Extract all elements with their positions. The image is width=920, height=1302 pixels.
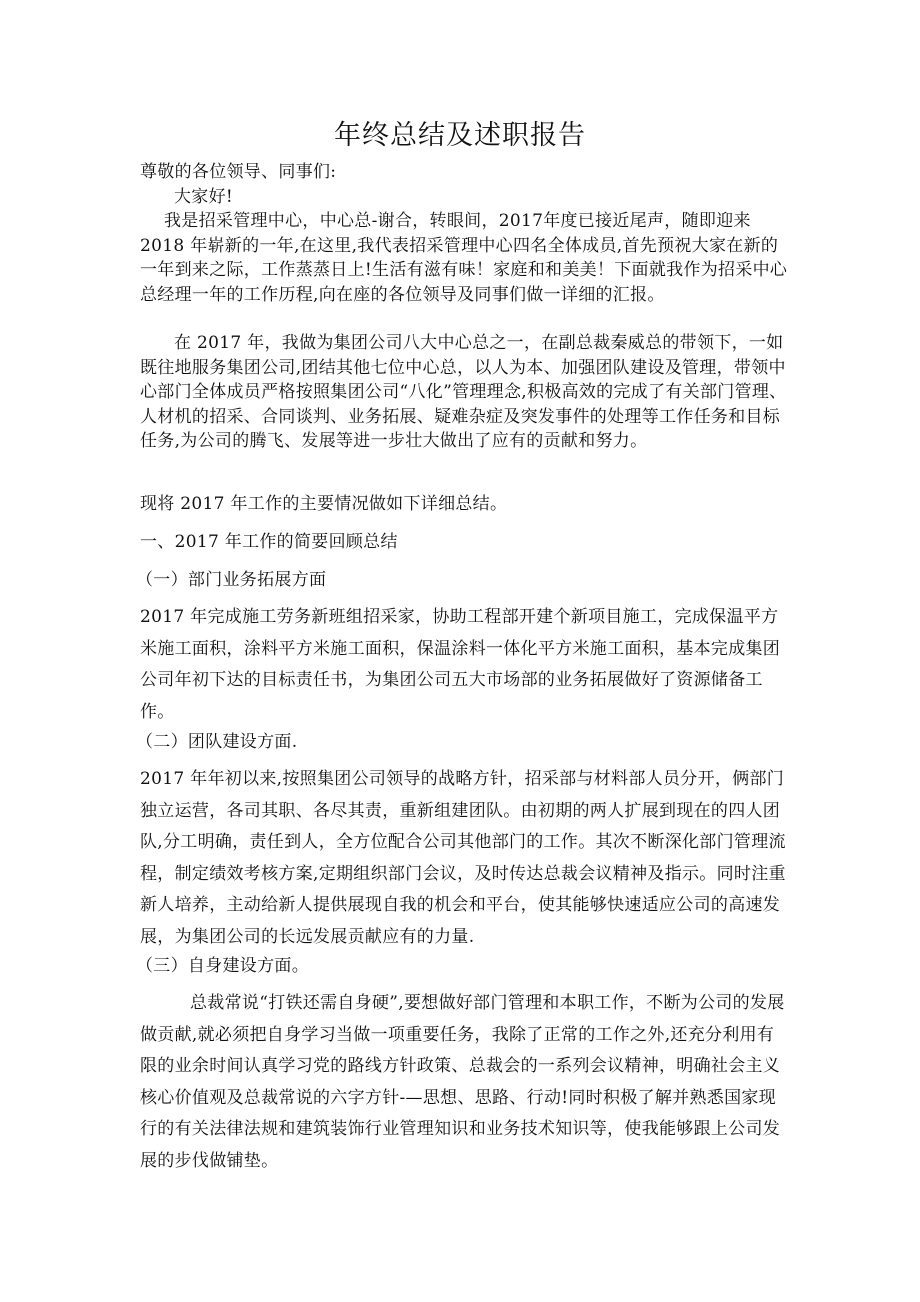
intro-paragraph-2: 在 2017 年，我做为集团公司八大中心总之一，在副总裁秦威总的带领下，一如既往地服务集团公司,团结其他七位中心总，以人为本、加强团队建设及管理，带领中心部门全体成员严格按照集团公司“八化”管理理念,积极高效的完成了有关部门管理、人材机的招采、合同谈判、业务拓展、疑难杂症及突发事件的处理等工作任务和目标任务,为公司的腾飞、发展等进一步壮大做出了应有的贡献和努力。 [140,333,787,451]
intro-paragraph-1: 我是招采管理中心，中心总-谢合，转眼间，2017年度已接近尾声，随即迎来 2018 年崭新的一年,在这里,我代表招采管理中心四名全体成员,首先预祝大家在新的一年到来之际，工作蒸蒸日上!生活有滋有味！家庭和和美美！下面就我作为招采中心总经理一年的工作历程,向在座的各位领导及同事们做一详细的汇报。 [140,211,788,305]
subsection-2-heading: （二）团队建设方面. [136,732,298,752]
subsection-2-body: 2017 年年初以来,按照集团公司领导的战略方针，招采部与材料部人员分开，俩部门独立运营，各司其职、各尽其责，重新组建团队。由初期的两人扩展到现在的四人团队,分工明确，责任到人，全方位配合公司其他部门的工作。其次不断深化部门管理流程，制定绩效考核方案,定期组织部门会议，及时传达总裁会议精神及指示。同时注重新人培养，主动给新人提供展现自我的机会和平台，使其能够快速适应公司的高速发展，为集团公司的长远发展贡献应有的力量. [140,769,786,947]
subsection-1-heading: （一）部门业务拓展方面 [136,570,327,590]
salutation: 尊敬的各位领导、同事们: [140,162,337,182]
subsection-1-body: 2017 年完成施工劳务新班组招采家，协助工程部开建个新项目施工，完成保温平方米施工面积，涂料平方米施工面积，保温涂料一体化平方米施工面积，基本完成集团公司年初下达的目标责任书，为集团公司五大市场部的业务拓展做好了资源储备工作。 [140,607,781,722]
section-1-heading: 一、2017 年工作的简要回顾总结 [140,532,398,552]
document-title: 年终总结及述职报告 [334,120,586,151]
subsection-3-heading: （三）自身建设方面。 [136,956,309,976]
summary-line: 现将 2017 年工作的主要情况做如下详细总结。 [140,494,508,514]
greeting: 大家好! [174,187,234,207]
subsection-3-body: 总裁常说“打铁还需自身硬”,要想做好部门管理和本职工作，不断为公司的发展做贡献,就必须把自身学习当做一项重要任务，我除了正常的工作之外,还充分利用有限的业余时间认真学习党的路线方针政策、总裁会的一系列会议精神，明确社会主义核心价值观及总裁常说的六字方针-—思想、思路、行动!同时积极了解并熟悉国家现行的有关法律法规和建筑装饰行业管理知识和业务技术知识等，使我能够跟上公司发展的步伐做铺垫。 [140,993,785,1171]
